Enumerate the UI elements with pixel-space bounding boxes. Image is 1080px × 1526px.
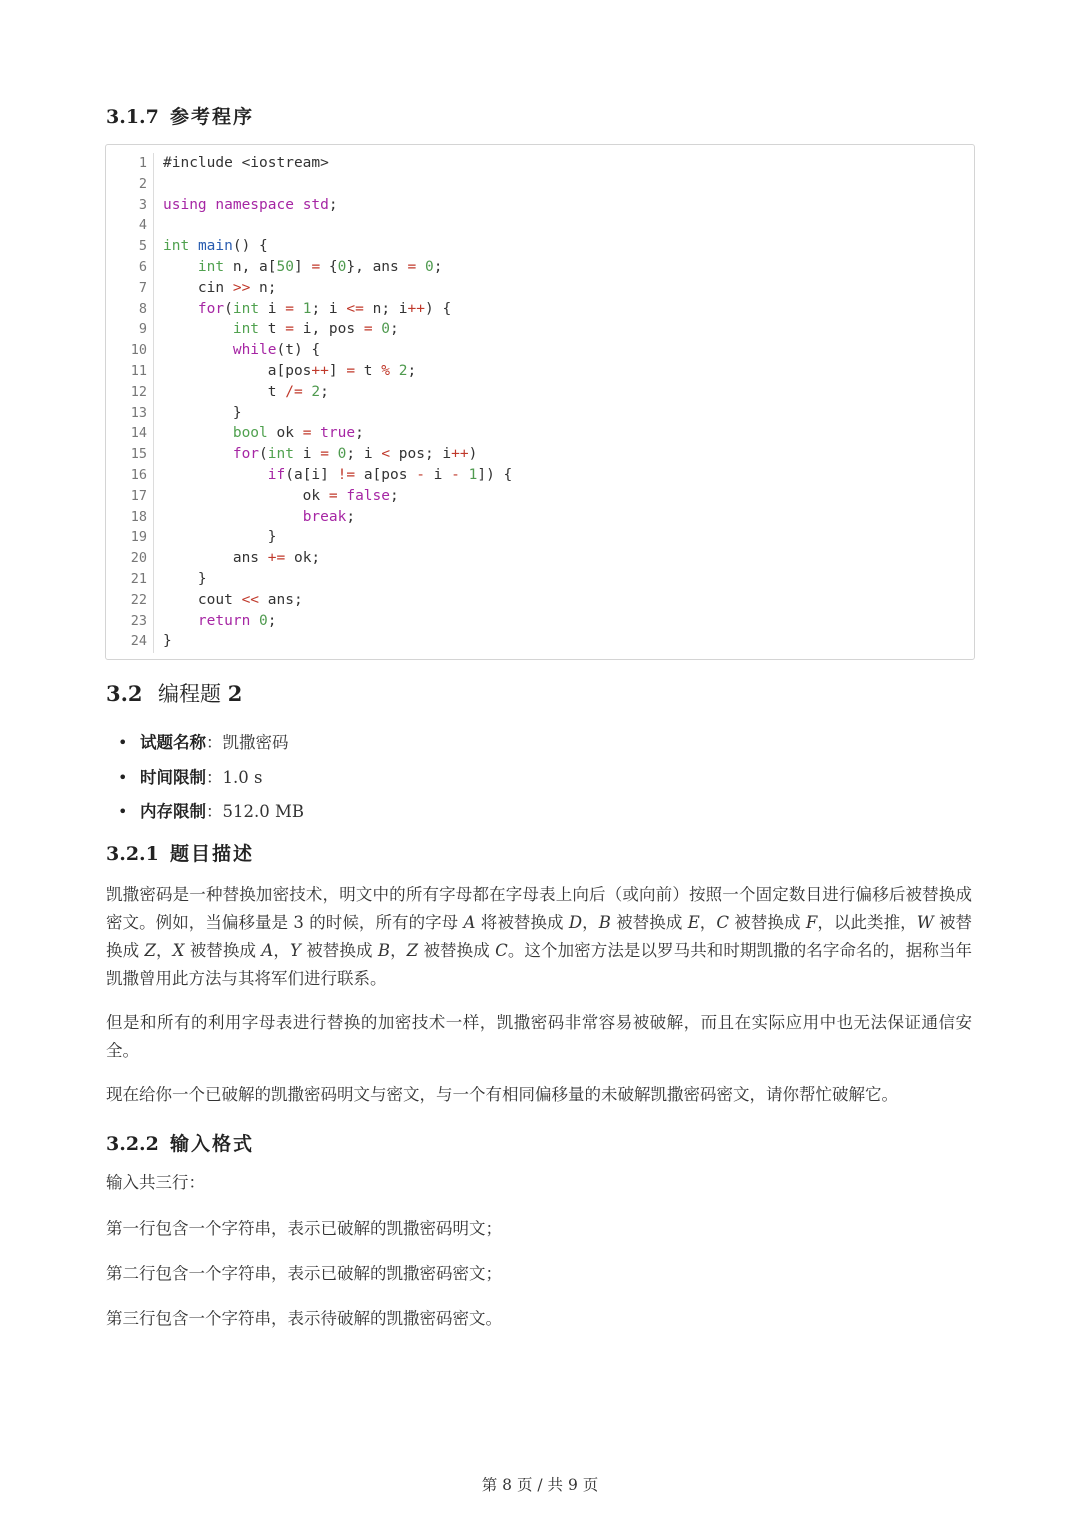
section-heading-3-2-1 (106, 839, 254, 866)
meta-value: ：512.0 MB (206, 802, 305, 822)
line-number: 20 (130, 550, 147, 567)
meta-key: 时间限制 (140, 767, 206, 787)
code-block (105, 144, 975, 660)
line-number: 14 (130, 425, 147, 442)
line-number-gutter (106, 153, 154, 653)
section-number: 3.2 (106, 681, 143, 706)
code-line: for(int i = 1; i <= n; i++) { (197, 300, 452, 317)
line-number: 22 (130, 591, 147, 608)
meta-value: ：1.0 s (206, 767, 263, 787)
description-paragraph-1: 凯撒密码是一种替换加密技术，明文中的所有字母都在字母表上向后（或向前）按照一个固定数目进行偏移后被替换成密文。例如，当偏移量是 3 的时候，所有的字母 A 将被替换成 D，B 被替换成 E，C 被替换成 F，以此类推，W 被替换成 Z，X 被替换成 A，Y 被替换成 B，Z 被替换成 C。这个加密方法是以罗马共和时期凯撒的名字命名的，据称当年凯撒曾用此方法与其将军们进行联系。 (106, 885, 973, 988)
line-number: 17 (130, 487, 147, 504)
section-number: 3.1.7 (106, 106, 159, 128)
code-line: } (163, 633, 172, 650)
page-footer: 第 8 页 / 共 9 页 (481, 1476, 599, 1494)
section-heading-3-2 (106, 678, 242, 708)
code-line: ok = false; (163, 487, 399, 504)
line-number: 2 (138, 175, 147, 192)
line-number: 15 (130, 446, 147, 463)
line-number: 16 (130, 466, 147, 483)
code-line: int main() { (163, 238, 268, 255)
meta-key: 内存限制 (140, 802, 206, 822)
section-number: 3.2.2 (106, 1133, 159, 1155)
line-number: 3 (138, 196, 147, 213)
section-title: 输入格式 (170, 1133, 255, 1155)
line-number: 9 (138, 321, 147, 338)
code-line: cin >> n; (163, 279, 277, 296)
code-line: cout << ans; (163, 591, 303, 608)
description-paragraph-3: 现在给你一个已破解的凯撒密码明文与密文，与一个有相同偏移量的未破解凯撒密码密文，请你帮忙破解它。 (106, 1085, 898, 1104)
list-item (118, 761, 304, 796)
code-line: while(t) { (232, 342, 321, 359)
code-line: } (163, 404, 242, 421)
code-line: if(a[i] != a[pos - i - 1]) { (267, 466, 513, 483)
code-line: int n, a[50] = {0}, ans = 0; (197, 258, 443, 275)
list-item (118, 726, 304, 761)
code-line: break; (302, 508, 356, 525)
line-number: 11 (130, 362, 147, 379)
line-number: 1 (138, 155, 147, 171)
input-paragraph-intro: 输入共三行： (106, 1173, 205, 1192)
bullet-icon: • (118, 767, 128, 787)
line-number: 24 (130, 633, 147, 650)
line-number: 18 (130, 508, 147, 525)
line-number: 23 (130, 612, 147, 629)
line-number: 5 (138, 238, 147, 255)
code-line (163, 215, 966, 236)
code-line: for(int i = 0; i < pos; i++) (232, 446, 478, 463)
meta-value: ：凯撒密码 (206, 733, 289, 753)
code-line: a[pos++] = t % 2; (163, 362, 417, 379)
section-title-number: 2 (227, 681, 243, 706)
input-paragraph-line-1: 第一行包含一个字符串，表示已破解的凯撒密码明文； (106, 1219, 502, 1238)
bullet-icon: • (118, 802, 128, 822)
code-lines (163, 153, 966, 652)
list-item (118, 795, 304, 830)
line-number: 7 (138, 279, 147, 296)
line-number: 13 (130, 404, 147, 421)
code-line (163, 174, 966, 195)
section-heading-3-2-2 (106, 1129, 254, 1156)
line-number: 12 (130, 383, 147, 400)
section-heading-3-1-7 (106, 102, 254, 129)
section-title: 题目描述 (170, 843, 255, 865)
section-number: 3.2.1 (106, 843, 159, 865)
problem-meta-list (118, 726, 304, 830)
meta-key: 试题名称 (140, 733, 206, 753)
section-title (158, 678, 242, 708)
code-line: bool ok = true; (232, 425, 364, 442)
code-line: } (163, 570, 207, 587)
line-number: 19 (130, 529, 147, 546)
input-paragraph-line-3: 第三行包含一个字符串，表示待破解的凯撒密码密文。 (106, 1309, 502, 1328)
code-line: ans += ok; (163, 550, 321, 567)
line-number: 10 (130, 342, 147, 359)
line-number: 6 (138, 258, 147, 275)
section-title: 参考程序 (170, 106, 255, 128)
description-paragraph-2: 但是和所有的利用字母表进行替换的加密技术一样，凯撒密码非常容易被破解，而且在实际应用中也无法保证通信安全。 (106, 1013, 972, 1060)
code-line: } (163, 529, 277, 546)
section-title-text: 编程题 (158, 682, 228, 706)
input-paragraph-line-2: 第二行包含一个字符串，表示已破解的凯撒密码密文； (106, 1264, 502, 1283)
code-line: int t = i, pos = 0; (232, 321, 399, 338)
code-line: t /= 2; (163, 383, 329, 400)
code-line: return 0; (197, 612, 277, 629)
line-number: 4 (138, 217, 147, 234)
bullet-icon: • (118, 733, 128, 753)
code-line: using namespace std; (163, 196, 338, 213)
code-line: #include <iostream> (163, 155, 329, 171)
line-number: 8 (138, 300, 147, 317)
line-number: 21 (130, 570, 147, 587)
